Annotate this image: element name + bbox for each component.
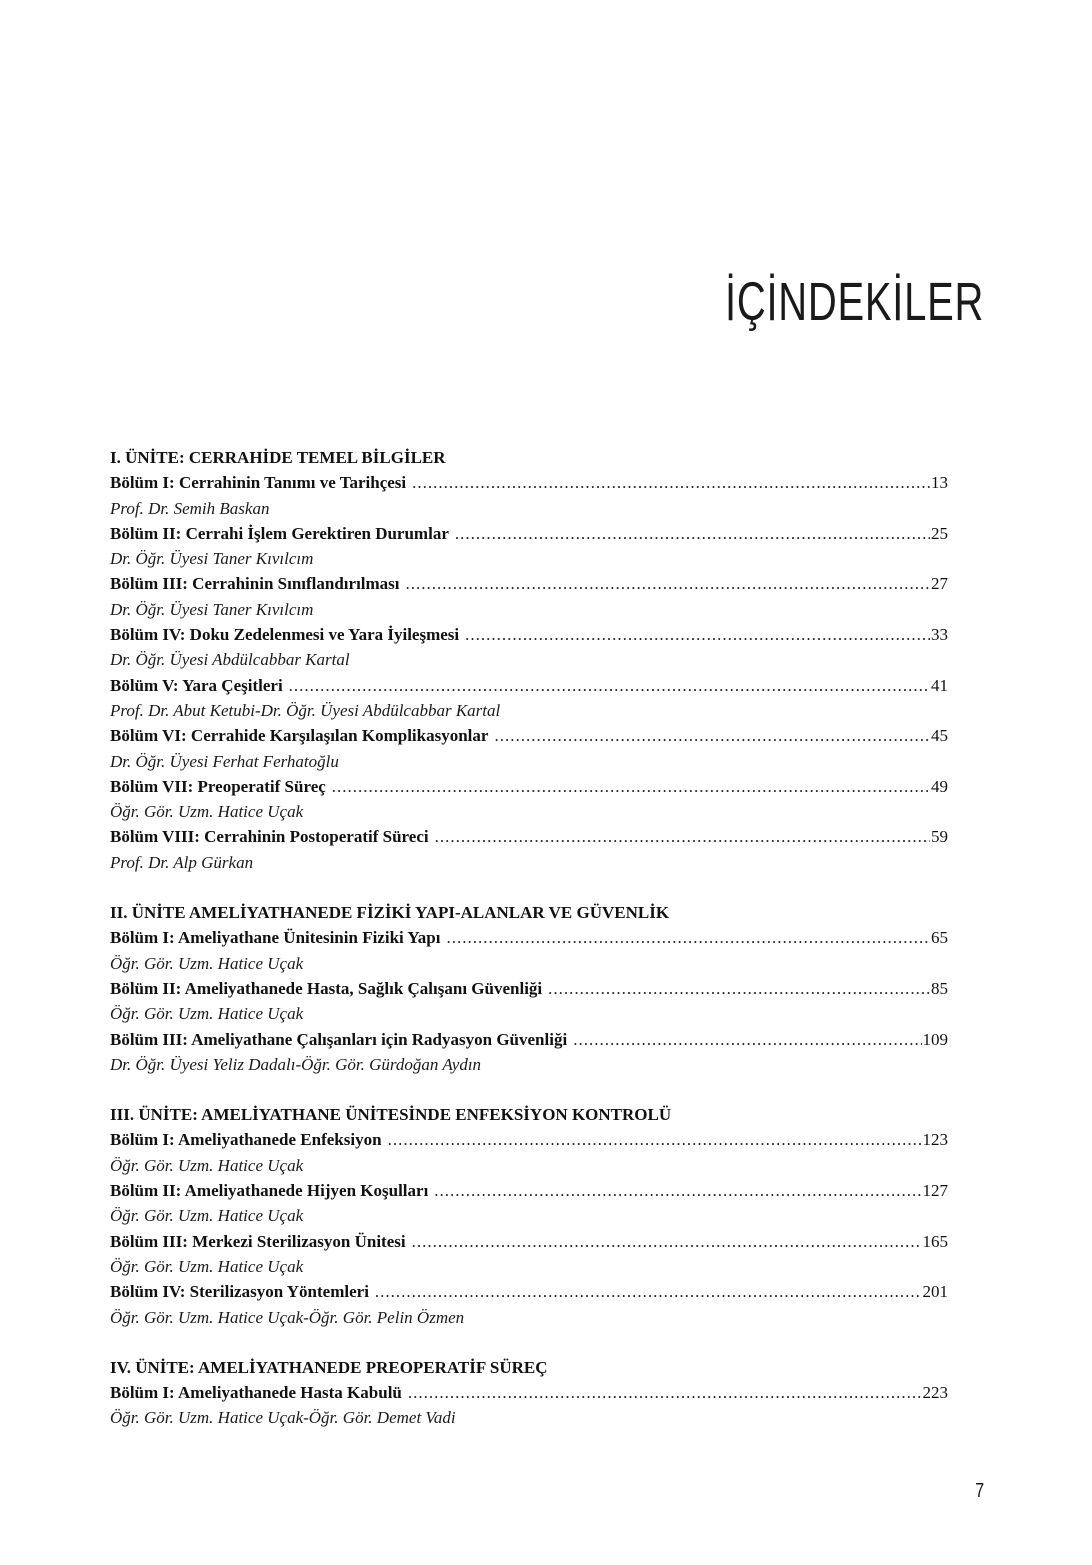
toc-entry[interactable]	[110, 925, 948, 950]
chapter-page-number: 59	[931, 827, 948, 847]
dot-leader	[388, 1127, 922, 1152]
chapter-author: Dr. Öğr. Üyesi Abdülcabbar Kartal	[110, 650, 350, 670]
chapter-page-number: 41	[931, 675, 948, 695]
dot-leader	[494, 723, 930, 748]
dot-leader	[446, 925, 930, 950]
unit-title: I. ÜNİTE: CERRAHİDE TEMEL BİLGİLER	[110, 448, 446, 467]
chapter-title: Bölüm VII: Preoperatif Süreç	[110, 776, 326, 796]
chapter-author: Öğr. Gör. Uzm. Hatice Uçak	[110, 1256, 304, 1276]
chapter-author: Prof. Dr. Semih Baskan	[110, 498, 270, 518]
dot-leader	[406, 571, 930, 596]
chapter-page-number: 49	[931, 776, 948, 796]
toc-entry[interactable]	[110, 1279, 948, 1304]
page-number: 7	[975, 1480, 984, 1502]
chapter-title: Bölüm V: Yara Çeşitleri	[110, 675, 283, 695]
chapter-title: Bölüm III: Cerrahinin Sınıflandırılması	[110, 574, 400, 594]
chapter-author: Öğr. Gör. Uzm. Hatice Uçak	[110, 802, 304, 822]
chapter-author: Prof. Dr. Abut Ketubi-Dr. Öğr. Üyesi Abdülcabbar Kartal	[110, 700, 501, 720]
chapter-title: Bölüm II: Cerrahi İşlem Gerektiren Durumlar	[110, 523, 449, 543]
toc-entry[interactable]	[110, 1127, 948, 1152]
dot-leader	[434, 1178, 921, 1203]
page-title: İÇİNDEKİLER	[724, 272, 984, 332]
dot-leader	[332, 774, 930, 799]
toc-entry[interactable]	[110, 1027, 948, 1052]
dot-leader	[548, 976, 930, 1001]
table-of-contents	[110, 445, 948, 1456]
chapter-page-number: 223	[922, 1383, 948, 1403]
chapter-author: Öğr. Gör. Uzm. Hatice Uçak-Öğr. Gör. Pelin Özmen	[110, 1307, 465, 1327]
chapter-page-number: 127	[922, 1181, 948, 1201]
chapter-title: Bölüm I: Ameliyathanede Hasta Kabulü	[110, 1383, 402, 1403]
chapter-title: Bölüm II: Ameliyathanede Hasta, Sağlık Çalışanı Güvenliği	[110, 978, 543, 998]
chapter-page-number: 13	[931, 473, 948, 493]
toc-entry[interactable]	[110, 976, 948, 1001]
chapter-author: Prof. Dr. Alp Gürkan	[110, 852, 254, 872]
chapter-page-number: 45	[931, 726, 948, 746]
dot-leader	[412, 470, 930, 495]
chapter-page-number: 165	[922, 1231, 948, 1251]
toc-entry[interactable]	[110, 1380, 948, 1405]
dot-leader	[289, 673, 930, 698]
chapter-title: Bölüm VI: Cerrahide Karşılaşılan Komplikasyonlar	[110, 726, 489, 746]
toc-entry[interactable]	[110, 470, 948, 495]
chapter-page-number: 65	[931, 928, 948, 948]
toc-entry[interactable]	[110, 1229, 948, 1254]
dot-leader	[573, 1027, 921, 1052]
unit-title: II. ÜNİTE AMELİYATHANEDE FİZİKİ YAPI-ALANLAR VE GÜVENLİK	[110, 903, 670, 923]
toc-entry[interactable]	[110, 571, 948, 596]
chapter-title: Bölüm IV: Doku Zedelenmesi ve Yara İyileşmesi	[110, 625, 460, 645]
chapter-page-number: 25	[931, 523, 948, 543]
toc-entry[interactable]	[110, 723, 948, 748]
dot-leader	[375, 1279, 922, 1304]
chapter-author: Öğr. Gör. Uzm. Hatice Uçak-Öğr. Gör. Demet Vadi	[110, 1408, 456, 1428]
toc-unit	[110, 900, 948, 1077]
chapter-title: Bölüm I: Ameliyathanede Enfeksiyon	[110, 1130, 382, 1150]
chapter-title: Bölüm II: Ameliyathanede Hijyen Koşulları	[110, 1181, 429, 1201]
chapter-page-number: 33	[931, 625, 948, 645]
chapter-page-number: 109	[922, 1029, 948, 1049]
chapter-title: Bölüm III: Merkezi Sterilizasyon Ünitesi	[110, 1231, 406, 1251]
chapter-page-number: 85	[931, 978, 948, 998]
chapter-title: Bölüm I: Ameliyathane Ünitesinin Fiziki Yapı	[110, 928, 441, 948]
chapter-author: Öğr. Gör. Uzm. Hatice Uçak	[110, 1155, 304, 1175]
toc-entry[interactable]	[110, 622, 948, 647]
toc-entry[interactable]	[110, 774, 948, 799]
toc-entry[interactable]	[110, 673, 948, 698]
chapter-author: Öğr. Gör. Uzm. Hatice Uçak	[110, 1206, 304, 1226]
toc-unit	[110, 1102, 948, 1330]
chapter-author: Dr. Öğr. Üyesi Yeliz Dadalı-Öğr. Gör. Gürdoğan Aydın	[110, 1054, 482, 1074]
toc-unit	[110, 445, 948, 875]
dot-leader	[465, 622, 930, 647]
unit-title: IV. ÜNİTE: AMELİYATHANEDE PREOPERATİF SÜREÇ	[110, 1357, 548, 1377]
dot-leader	[455, 521, 930, 546]
dot-leader	[435, 824, 930, 849]
chapter-page-number: 201	[922, 1282, 948, 1302]
chapter-page-number: 123	[922, 1130, 948, 1150]
toc-unit	[110, 1355, 948, 1431]
dot-leader	[412, 1229, 922, 1254]
chapter-title: Bölüm III: Ameliyathane Çalışanları için Radyasyon Güvenliği	[110, 1029, 568, 1049]
toc-entry[interactable]	[110, 1178, 948, 1203]
chapter-author: Dr. Öğr. Üyesi Ferhat Ferhatoğlu	[110, 751, 339, 771]
chapter-author: Öğr. Gör. Uzm. Hatice Uçak	[110, 953, 304, 973]
unit-title: III. ÜNİTE: AMELİYATHANE ÜNİTESİNDE ENFEKSİYON KONTROLÜ	[110, 1105, 672, 1125]
chapter-author: Öğr. Gör. Uzm. Hatice Uçak	[110, 1004, 304, 1024]
toc-entry[interactable]	[110, 824, 948, 849]
chapter-author: Dr. Öğr. Üyesi Taner Kıvılcım	[110, 599, 314, 619]
chapter-page-number: 27	[931, 574, 948, 594]
dot-leader	[408, 1380, 922, 1405]
toc-entry[interactable]	[110, 521, 948, 546]
chapter-author: Dr. Öğr. Üyesi Taner Kıvılcım	[110, 549, 314, 569]
chapter-title: Bölüm IV: Sterilizasyon Yöntemleri	[110, 1282, 369, 1302]
chapter-title: Bölüm I: Cerrahinin Tanımı ve Tarihçesi	[110, 473, 407, 493]
chapter-title: Bölüm VIII: Cerrahinin Postoperatif Süreci	[110, 827, 429, 847]
